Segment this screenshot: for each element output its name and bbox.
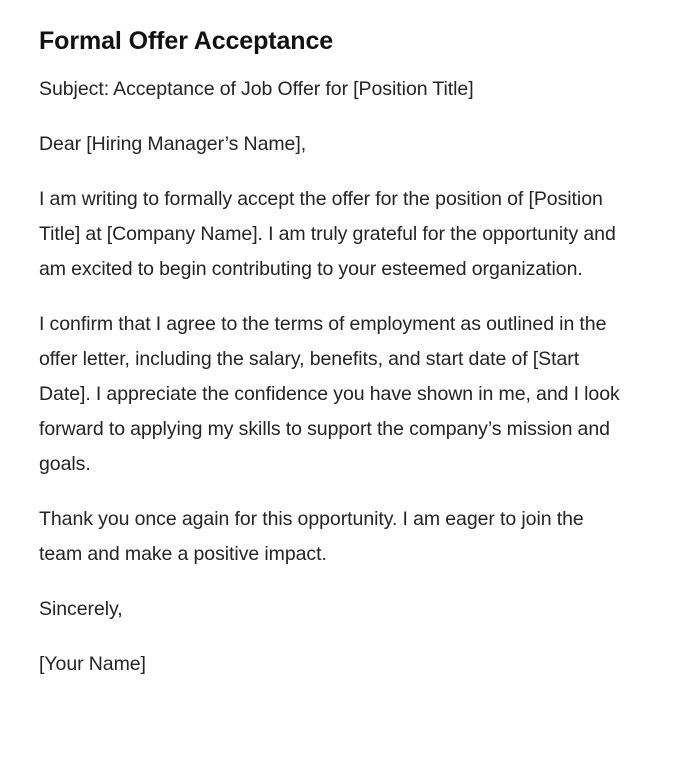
salutation: Dear [Hiring Manager’s Name], (39, 133, 307, 155)
subject-line: Subject: Acceptance of Job Offer for [Position Title] (39, 78, 474, 100)
signature-name: [Your Name] (39, 653, 146, 675)
body-paragraph-2: I confirm that I agree to the terms of employment as outlined in the offer letter, including the salary, benefits, and start date of [Start Date]. I appreciate the confidence you have shown in me, and I look forward to applying my skills to support the company’s mission and goals. (39, 313, 620, 475)
closing: Sincerely, (39, 598, 123, 620)
body-paragraph-1: I am writing to formally accept the offer for the position of [Position Title] at [Company Name]. I am truly grateful for the opportunity and am excited to begin contributing to your esteemed organization. (39, 188, 616, 280)
page-title: Formal Offer Acceptance (39, 27, 334, 55)
body-paragraph-3: Thank you once again for this opportunity. I am eager to join the team and make a positive impact. (39, 508, 584, 565)
